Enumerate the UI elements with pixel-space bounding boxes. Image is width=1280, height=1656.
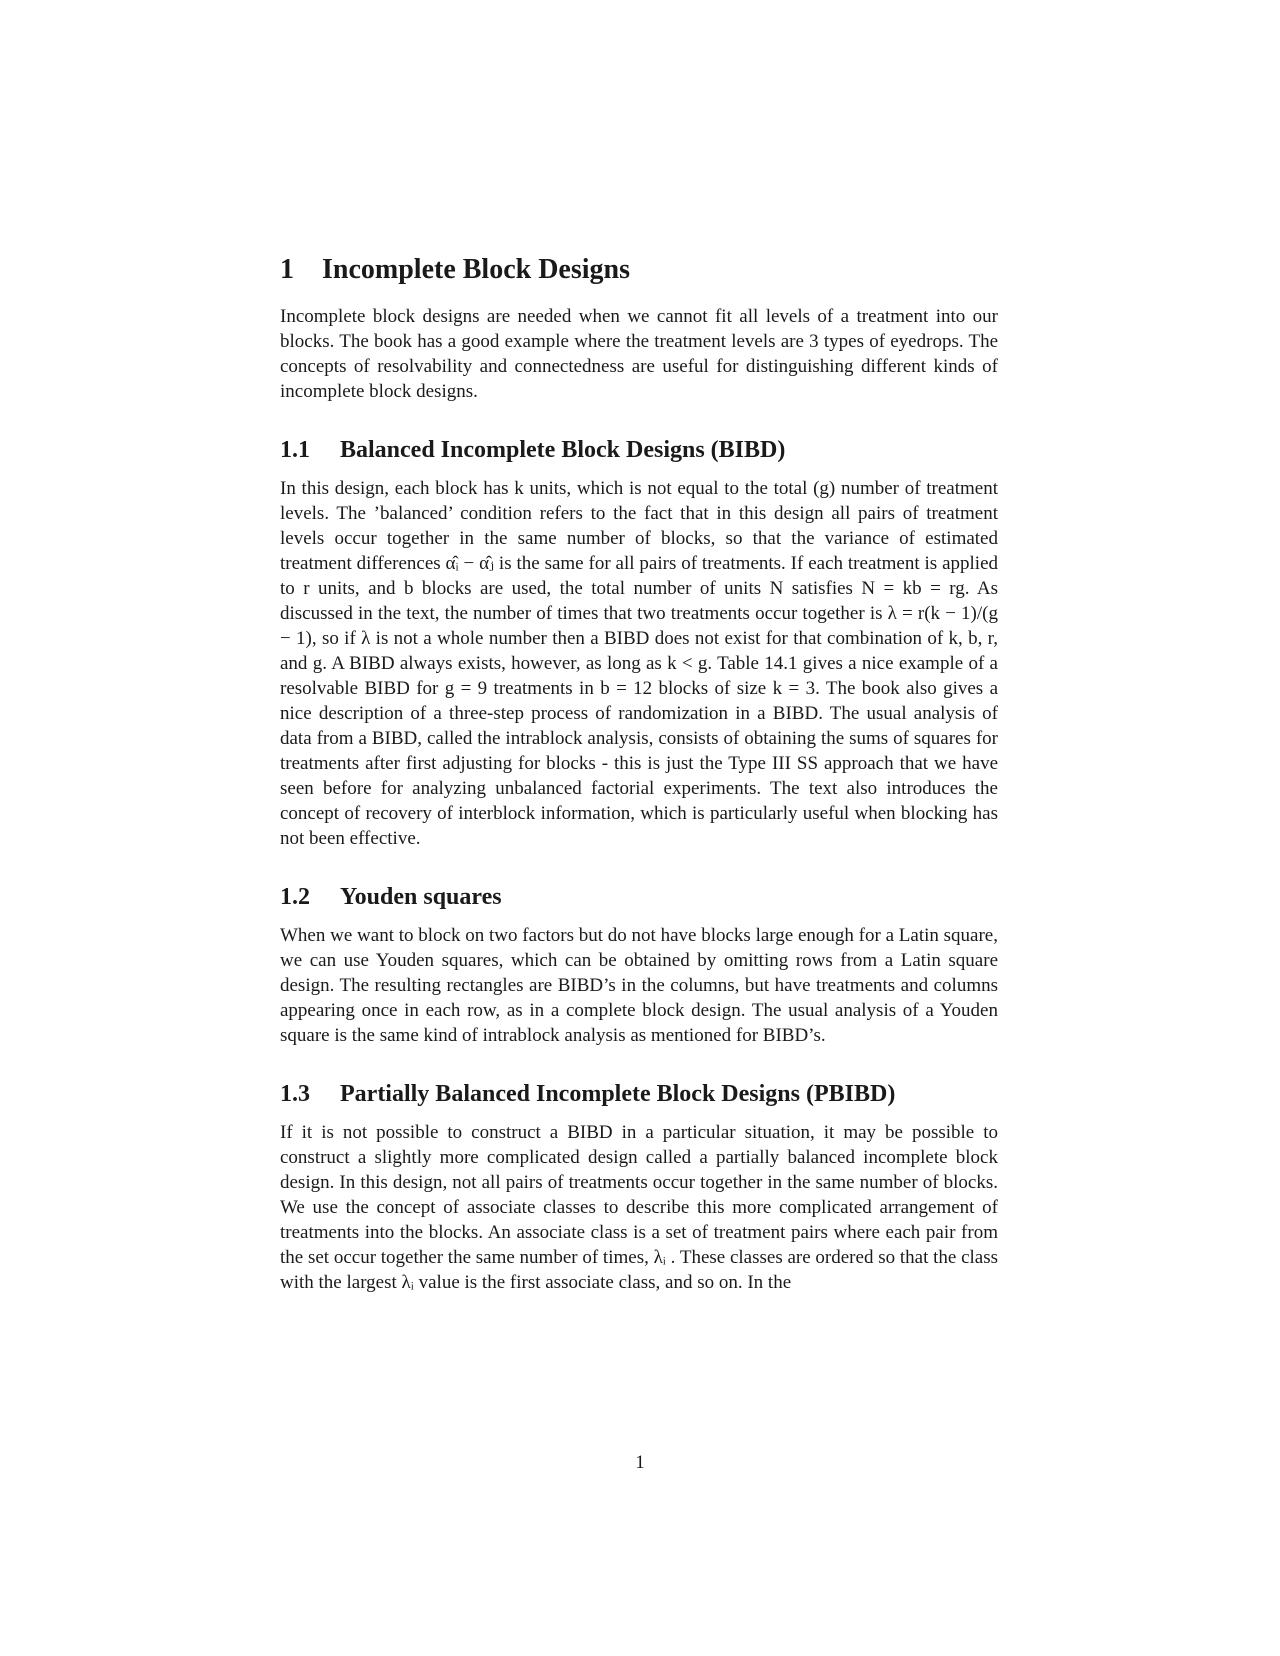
- subsection-number: 1.3: [280, 1081, 310, 1107]
- section-1-2: [280, 881, 998, 1048]
- page-number: 1: [635, 1452, 645, 1473]
- subsection-title: Balanced Incomplete Block Designs (BIBD): [340, 437, 786, 463]
- subsection-heading: [280, 1078, 998, 1110]
- subsection-heading: [280, 881, 998, 913]
- subsection-paragraph: When we want to block on two factors but do not have blocks large enough for a Latin square, we can use Youden squares, which can be obtained by omitting rows from a Latin square design. The resulting rectangles are BIBD’s in the columns, but have treatments and columns appearing once in each row, as in a complete block design. The usual analysis of a Youden square is the same kind of intrablock analysis as mentioned for BIBD’s.: [280, 925, 998, 1046]
- section-1-1: [280, 434, 998, 851]
- subsection-heading: [280, 434, 998, 466]
- section-heading: [280, 252, 998, 288]
- subsection-paragraph: In this design, each block has k units, which is not equal to the total (g) number of treatment levels. The ’balanced’ condition refers to the fact that in this design all pairs of treatment levels occur together in the same number of blocks, so that the variance of estimated treatment differences α̂ᵢ − α̂ⱼ is the same for all pairs of treatments. If each treatment is applied to r units, and b blocks are used, the total number of units N satisfies N = kb = rg. As discussed in the text, the number of times that two treatments occur together is λ = r(k − 1)/(g − 1), so if λ is not a whole number then a BIBD does not exist for that combination of k, b, r, and g. A BIBD always exists, however, as long as k < g. Table 14.1 gives a nice example of a resolvable BIBD for g = 9 treatments in b = 12 blocks of size k = 3. The book also gives a nice description of a three-step process of randomization in a BIBD. The usual analysis of data from a BIBD, called the intrablock analysis, consists of obtaining the sums of squares for treatments after first adjusting for blocks - this is just the Type III SS approach that we have seen before for analyzing unbalanced factorial experiments. The text also introduces the concept of recovery of interblock information, which is particularly useful when blocking has not been effective.: [280, 478, 998, 849]
- section-1: [280, 252, 998, 404]
- section-number: 1: [280, 254, 294, 285]
- section-title: Incomplete Block Designs: [322, 254, 630, 285]
- section-1-3: [280, 1078, 998, 1295]
- subsection-number: 1.2: [280, 884, 310, 910]
- subsection-title: Youden squares: [340, 884, 502, 910]
- subsection-number: 1.1: [280, 437, 310, 463]
- subsection-title: Partially Balanced Incomplete Block Designs (PBIBD): [340, 1081, 896, 1107]
- section-paragraph: Incomplete block designs are needed when we cannot fit all levels of a treatment into our blocks. The book has a good example where the treatment levels are 3 types of eyedrops. The concepts of resolvability and connectedness are useful for distinguishing different kinds of incomplete block designs.: [280, 306, 998, 402]
- page-content: [280, 252, 998, 1325]
- subsection-paragraph: If it is not possible to construct a BIBD in a particular situation, it may be possible to construct a slightly more complicated design called a partially balanced incomplete block design. In this design, not all pairs of treatments occur together in the same number of blocks. We use the concept of associate classes to describe this more complicated arrangement of treatments into the blocks. An associate class is a set of treatment pairs where each pair from the set occur together the same number of times, λᵢ . These classes are ordered so that the class with the largest λᵢ value is the first associate class, and so on. In the: [280, 1122, 998, 1293]
